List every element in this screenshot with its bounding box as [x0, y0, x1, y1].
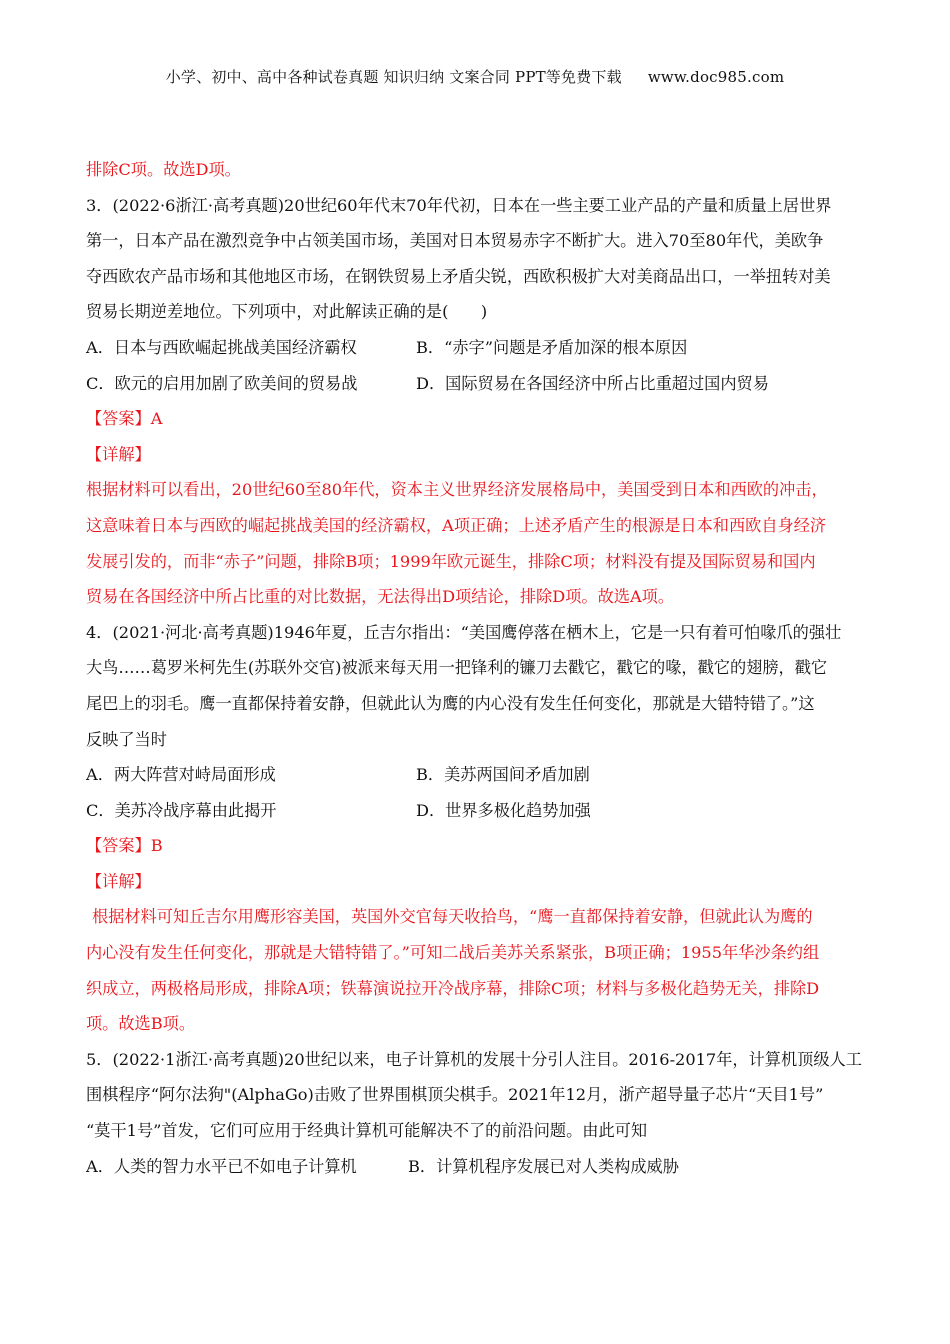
question-4-detail-label: 【详解】 [86, 871, 151, 891]
question-3-option-d: D．国际贸易在各国经济中所占比重超过国内贸易 [416, 373, 769, 393]
page-header [0, 66, 950, 87]
question-4-answer: 【答案】B [86, 836, 163, 856]
question-3-explanation-line: 这意味着日本与西欧的崛起挑战美国的经济霸权，A项正确；上述矛盾产生的根源是日本和西欧自身经济 [86, 515, 827, 535]
previous-explanation-tail: 排除C项。故选D项。 [86, 160, 241, 179]
question-3-explanation-line: 发展引发的，而非“赤子”问题，排除B项；1999年欧元诞生，排除C项；材料没有提及国际贸易和国内 [86, 551, 816, 571]
question-4-option-b: B．美苏两国间矛盾加剧 [416, 765, 590, 785]
question-4-options-row [86, 793, 866, 829]
document-body [86, 152, 866, 1184]
question-4 [86, 615, 866, 1042]
question-3-option-b: B．“赤字”问题是矛盾加深的根本原因 [416, 337, 688, 357]
question-5-stem-line: “莫干1号”首发，它们可应用于经典计算机可能解决不了的前沿问题。由此可知 [86, 1121, 648, 1141]
question-3-stem-line: 3．(2022·6浙江·高考真题)20世纪60年代末70年代初，日本在一些主要工业产品的产量和质量上居世界 [86, 195, 832, 215]
question-4-stem-line: 反映了当时 [86, 729, 167, 749]
question-5 [86, 1042, 866, 1184]
question-4-option-a: A．两大阵营对峙局面形成 [86, 765, 276, 785]
question-3-explanation-line: 根据材料可以看出，20世纪60至80年代，资本主义世界经济发展格局中，美国受到日本和西欧的冲击， [86, 480, 828, 500]
question-4-option-d: D．世界多极化趋势加强 [416, 800, 591, 820]
question-4-explanation-line: 项。故选B项。 [86, 1014, 196, 1034]
question-5-option-a: A．人类的智力水平已不如电子计算机 [86, 1156, 357, 1176]
question-3 [86, 188, 866, 615]
question-3-stem-line: 贸易长期逆差地位。下列项中，对此解读正确的是( ) [86, 302, 488, 322]
header-site-link[interactable]: www.doc985.com [647, 68, 785, 86]
question-4-option-c: C．美苏冷战序幕由此揭开 [86, 800, 277, 820]
question-4-stem-line: 4．(2021·河北·高考真题)1946年夏，丘吉尔指出：“美国鹰停落在栖木上，它是一只有着可怕喙爪的强壮 [86, 622, 842, 642]
question-3-option-a: A．日本与西欧崛起挑战美国经济霸权 [86, 337, 357, 357]
question-3-options-row [86, 330, 866, 366]
question-4-stem-line: 尾巴上的羽毛。鹰一直都保持着安静，但就此认为鹰的内心没有发生任何变化，那就是大错特错了。”这 [86, 693, 815, 713]
question-4-explanation-line: 内心没有发生任何变化，那就是大错特错了。”可知二战后美苏关系紧张，B项正确；1955年华沙条约组 [86, 943, 820, 963]
question-4-stem-line: 大鸟……葛罗米柯先生(苏联外交官)被派来每天用一把锋利的镰刀去戳它，戳它的喙，戳它的翅膀，戳它 [86, 658, 828, 678]
header-text: 小学、初中、高中各种试卷真题 知识归纳 文案合同 PPT等免费下载 [165, 68, 622, 86]
question-4-explanation-line: 织成立，两极格局形成，排除A项；铁幕演说拉开冷战序幕，排除C项；材料与多极化趋势无关，排除D [86, 978, 820, 998]
question-5-options-row [86, 1149, 866, 1185]
question-3-stem-line: 第一，日本产品在激烈竞争中占领美国市场，美国对日本贸易赤字不断扩大。进入70至80年代，美欧争 [86, 231, 824, 251]
question-4-options-row [86, 757, 866, 793]
question-3-detail-label: 【详解】 [86, 444, 151, 464]
question-4-explanation-line: 根据材料可知丘吉尔用鹰形容美国，英国外交官每天收拾鸟，“鹰一直都保持着安静，但就此认为鹰的 [92, 907, 813, 927]
question-5-stem-line: 围棋程序“阿尔法狗"(AlphaGo)击败了世界围棋顶尖棋手。2021年12月，浙产超导量子芯片“天目1号” [86, 1085, 824, 1105]
question-3-answer: 【答案】A [86, 409, 163, 429]
question-3-stem-line: 夺西欧农产品市场和其他地区市场，在钢铁贸易上矛盾尖锐，西欧积极扩大对美商品出口，一举扭转对美 [86, 266, 831, 286]
question-3-explanation-line: 贸易在各国经济中所占比重的对比数据，无法得出D项结论，排除D项。故选A项。 [86, 587, 675, 607]
question-5-stem-line: 5．(2022·1浙江·高考真题)20世纪以来，电子计算机的发展十分引人注目。2016-2017年，计算机顶级人工 [86, 1049, 862, 1069]
question-3-options-row [86, 366, 866, 402]
question-5-option-b: B．计算机程序发展已对人类构成威胁 [408, 1156, 679, 1176]
question-3-option-c: C．欧元的启用加剧了欧美间的贸易战 [86, 373, 358, 393]
